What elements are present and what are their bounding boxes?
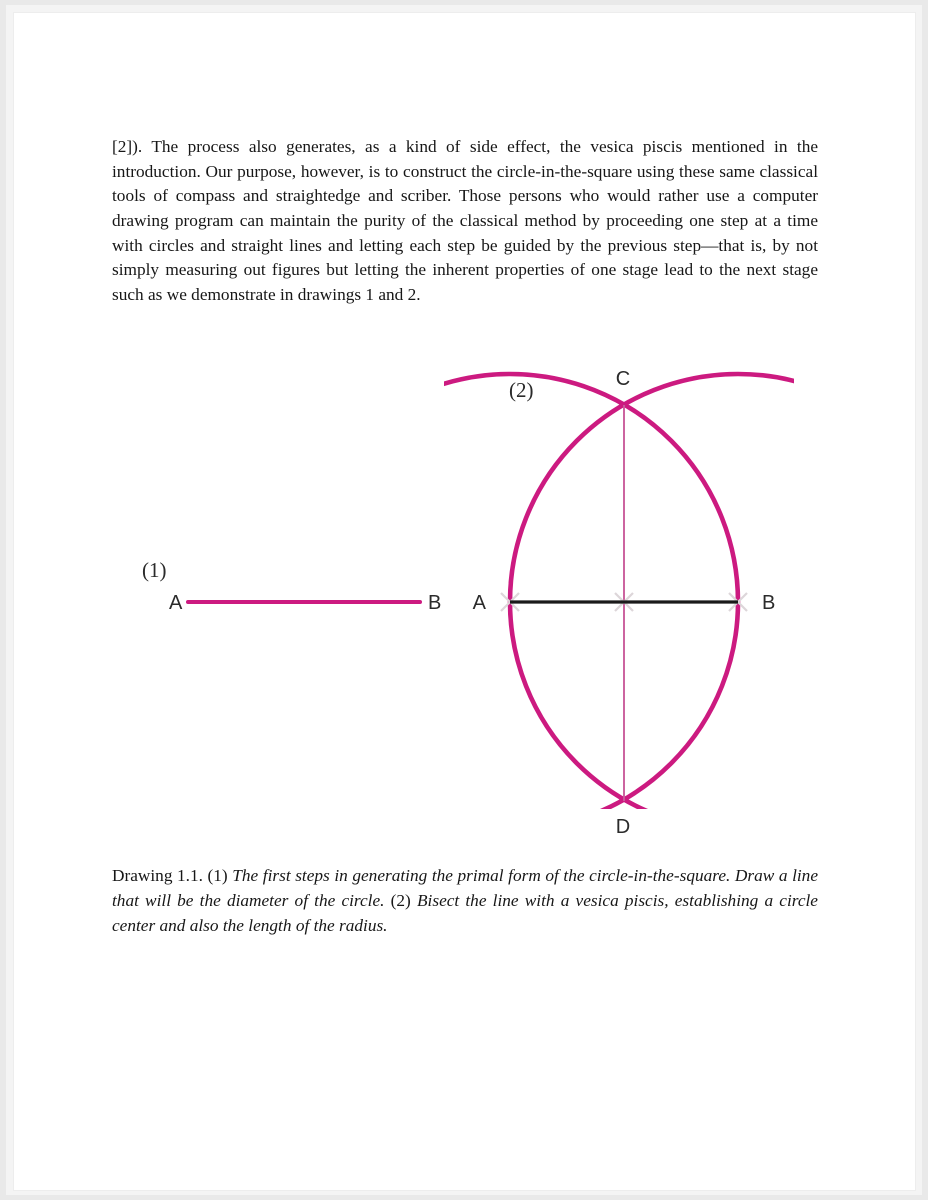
drawing-figure-svg	[14, 343, 915, 853]
caption-italic-two: Bisect the line with a vesica piscis, establishing a circle center and also the length of the radius.	[112, 891, 818, 935]
intro-paragraph: [2]). The process also generates, as a kind of side effect, the vesica piscis mentioned in the introduction. Our purpose, however, is to construct the circle-in-the-square using these same classical tools of compass and straightedge and scriber. Those persons who would rather use a computer drawing program can maintain the purity of the classical method by proceeding one step at a time with circles and straight lines and letting each step be guided by the previous step—that is, by not simply measuring out figures but letting the inherent properties of one stage lead to the next stage such as we demonstrate in drawings 1 and 2.	[112, 137, 818, 304]
point-c-label: C	[615, 368, 631, 390]
page-sheet	[14, 13, 915, 1190]
caption-italic-one: The first steps in generating the primal form of the circle-in-the-square. Draw a line that will be the diameter of the circle.	[112, 866, 818, 911]
panel-one-point-b-label: B	[428, 592, 442, 614]
panel-two-point-b-label: B	[762, 592, 776, 614]
figure-caption	[112, 864, 818, 938]
drawing-figure	[14, 343, 915, 853]
panel-one-point-a-label: A	[169, 592, 183, 614]
caption-label: Drawing 1.1. (1)	[112, 866, 233, 886]
point-d-label: D	[615, 816, 631, 838]
panel-one-number-label: (1)	[142, 558, 167, 582]
caption-step-two-marker: (2)	[390, 891, 417, 911]
panel-two-number-label: (2)	[509, 378, 534, 402]
panel-two-point-a-label: A	[472, 592, 486, 614]
